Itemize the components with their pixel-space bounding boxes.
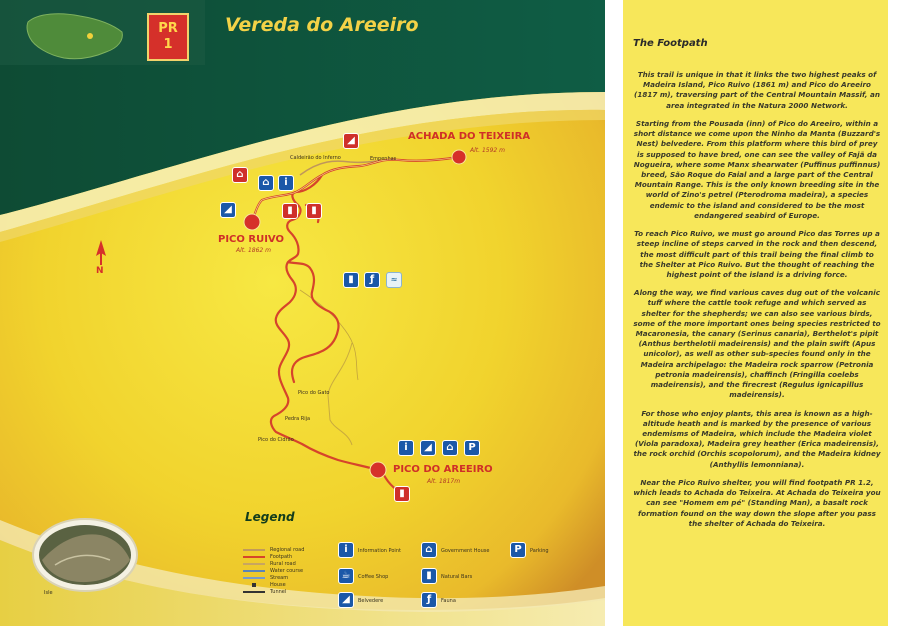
ruivo-alt: Alt. 1862 m <box>236 247 271 254</box>
areeiro-alt: Alt. 1817m <box>427 478 461 485</box>
legend-belvedere-icon: ◢ <box>338 592 354 608</box>
legend-coffee-label: Coffee Shop <box>358 574 389 580</box>
gato-label: Pico do Gato <box>298 390 330 396</box>
footpath-panel <box>623 0 888 626</box>
house-icon-areeiro[interactable]: ⌂ <box>442 440 458 456</box>
pico-areeiro-marker[interactable] <box>370 462 386 478</box>
caldeirao-label: Caldeirão do Inferno <box>290 155 341 161</box>
footpath-paragraph: Starting from the Pousada (inn) of Pico do Areeiro, within a short distance we come upon the Ninho da Manta (Buzzard's Nest) belvedere. From this platform where this bird of prey is supposed to have bred, one can see the valley of Fajã da Nogueira, where some Manx shearwater (Puffinus puffinnus) breed, São Roque do Faial and a large part of the Central Mountain Range. This is the only known breeding site in the world of Zino's petrel (Pterodroma madeira), a species endemic to the island and considered to be the most endangered seabird of Europe. <box>633 118 881 220</box>
legend-line-rural: Rural road <box>243 561 296 567</box>
landscape-icon-mid[interactable]: ≈ <box>386 272 402 288</box>
belvedere-icon-achada[interactable]: ◢ <box>343 133 359 149</box>
achada-marker[interactable] <box>452 150 466 164</box>
legend-line-footpath: Footpath <box>243 554 292 560</box>
legend-line-stream: Stream <box>243 575 288 581</box>
page-title: Vereda do Areeiro <box>225 14 419 36</box>
footpath-body <box>633 70 881 537</box>
legend-belvedere-label: Belvedere <box>358 598 384 604</box>
pr-badge <box>147 13 189 61</box>
footpath-paragraph: This trail is unique in that it links the two highest peaks of Madeira Island, Pico Ruivo (1861 m) and Pico do Areeiro (1817 m), traversing part of the Central Mountain Massif, an area integrated in the Natura 2000 Network. <box>634 70 880 110</box>
legend-line-tunnel: Tunnel <box>243 589 286 595</box>
legend-water-label: Natural Bars <box>441 574 473 580</box>
footpath-paragraph: Along the way, we find various caves dug out of the volcanic tuff where the cattle took refuge and which served as shelter for the shepherds; we can also see various birds, some of the more important ones being species restricted to Macaronesia, the canary (Serinus canaria), Berthelot's pipit (Anthus berthelotii madeirensis) and the plain swift (Apus unicolor), as well as other sub-species found only in the Madeira archipelago: the Madeira rock sparrow (Petronia petronia madeirensis), chaffinch (Fringilla coelebs madeirensis), and the firecrest (Regulus ignicapillus madeirensis). <box>633 288 881 400</box>
house-icon-ruivo-1[interactable]: ⌂ <box>232 167 248 183</box>
legend-water-icon: ▮ <box>421 568 437 584</box>
info-icon-areeiro[interactable]: i <box>398 440 414 456</box>
footpath-title: The Footpath <box>633 38 708 49</box>
legend-info-label: Information Point <box>358 548 401 554</box>
legend-parking-icon: P <box>510 542 526 558</box>
legend-title: Legend <box>245 510 295 524</box>
achada-label: ACHADA DO TEIXEIRA <box>408 131 531 142</box>
footpath-paragraph: Near the Pico Ruivo shelter, you will find footpath PR 1.2, which leads to Achada do Teixeira. At Achada do Teixeira you can see "Homem em pé" (Standing Man), a basalt rock formation found on the way down the slope after you pass the shelter of Achada do Teixeira. <box>633 477 881 528</box>
legend-line-house: House <box>243 582 286 588</box>
restroom-icon-ruivo-2[interactable]: ▮ <box>306 203 322 219</box>
legend-fauna-label: Fauna <box>441 598 456 604</box>
empenhas-label: Empenhas <box>370 156 397 162</box>
badge-pr: PR <box>158 21 178 36</box>
legend-house-icon: ⌂ <box>421 542 437 558</box>
fauna-icon-mid[interactable]: ƒ <box>364 272 380 288</box>
badge-number: 1 <box>163 37 173 52</box>
cidrao-label: Pico do Cidrão <box>258 437 294 443</box>
info-icon-ruivo[interactable]: i <box>278 175 294 191</box>
pico-ruivo-marker[interactable] <box>244 214 260 230</box>
legend-fauna-icon: ƒ <box>421 592 437 608</box>
legend-line-water: Water course <box>243 568 303 574</box>
ruivo-label: PICO RUIVO <box>218 234 284 245</box>
text-column <box>605 0 900 626</box>
restroom-icon-areeiro[interactable]: ▮ <box>394 486 410 502</box>
legend-info-icon: i <box>338 542 354 558</box>
legend-house-label: Government House <box>441 548 490 554</box>
parking-icon-areeiro[interactable]: P <box>464 440 480 456</box>
footpath-paragraph: To reach Pico Ruivo, we must go around Pico das Torres up a steep incline of steps carved in the rock and then descend, the most difficult part of this trail being the final climb to the Shelter at Pico Ruivo. But the thought of reaching the highest point of the island is a driving force. <box>634 229 880 279</box>
pedra-rija-label: Pedra Rija <box>285 416 311 422</box>
legend-line-regional: Regional road <box>243 547 304 553</box>
areeiro-label: PICO DO AREEIRO <box>393 464 493 475</box>
legend-parking-label: Parking <box>530 548 549 554</box>
legend-coffee-icon: ☕ <box>338 568 354 584</box>
restroom-icon-ruivo-1[interactable]: ▮ <box>282 203 298 219</box>
water-icon-mid[interactable]: ▮ <box>343 272 359 288</box>
footpath-paragraph: For those who enjoy plants, this area is known as a high-altitude heath and is marked by the presence of various endemisms of Madeira, which include the Madeira violet (Viola paradoxa), Madeira grey heather (Erica madeirensis), the rock orchid (Orchis scopolorum), and the Madeira kidney (Anthyllis lemonniana). <box>633 408 881 469</box>
belvedere-icon-ruivo[interactable]: ◢ <box>220 202 236 218</box>
belvedere-icon-areeiro[interactable]: ◢ <box>420 440 436 456</box>
photo-caption: Isle <box>44 590 53 596</box>
achada-alt: Alt. 1592 m <box>470 147 505 154</box>
house-icon-ruivo-2[interactable]: ⌂ <box>258 175 274 191</box>
north-label: N <box>96 266 104 276</box>
